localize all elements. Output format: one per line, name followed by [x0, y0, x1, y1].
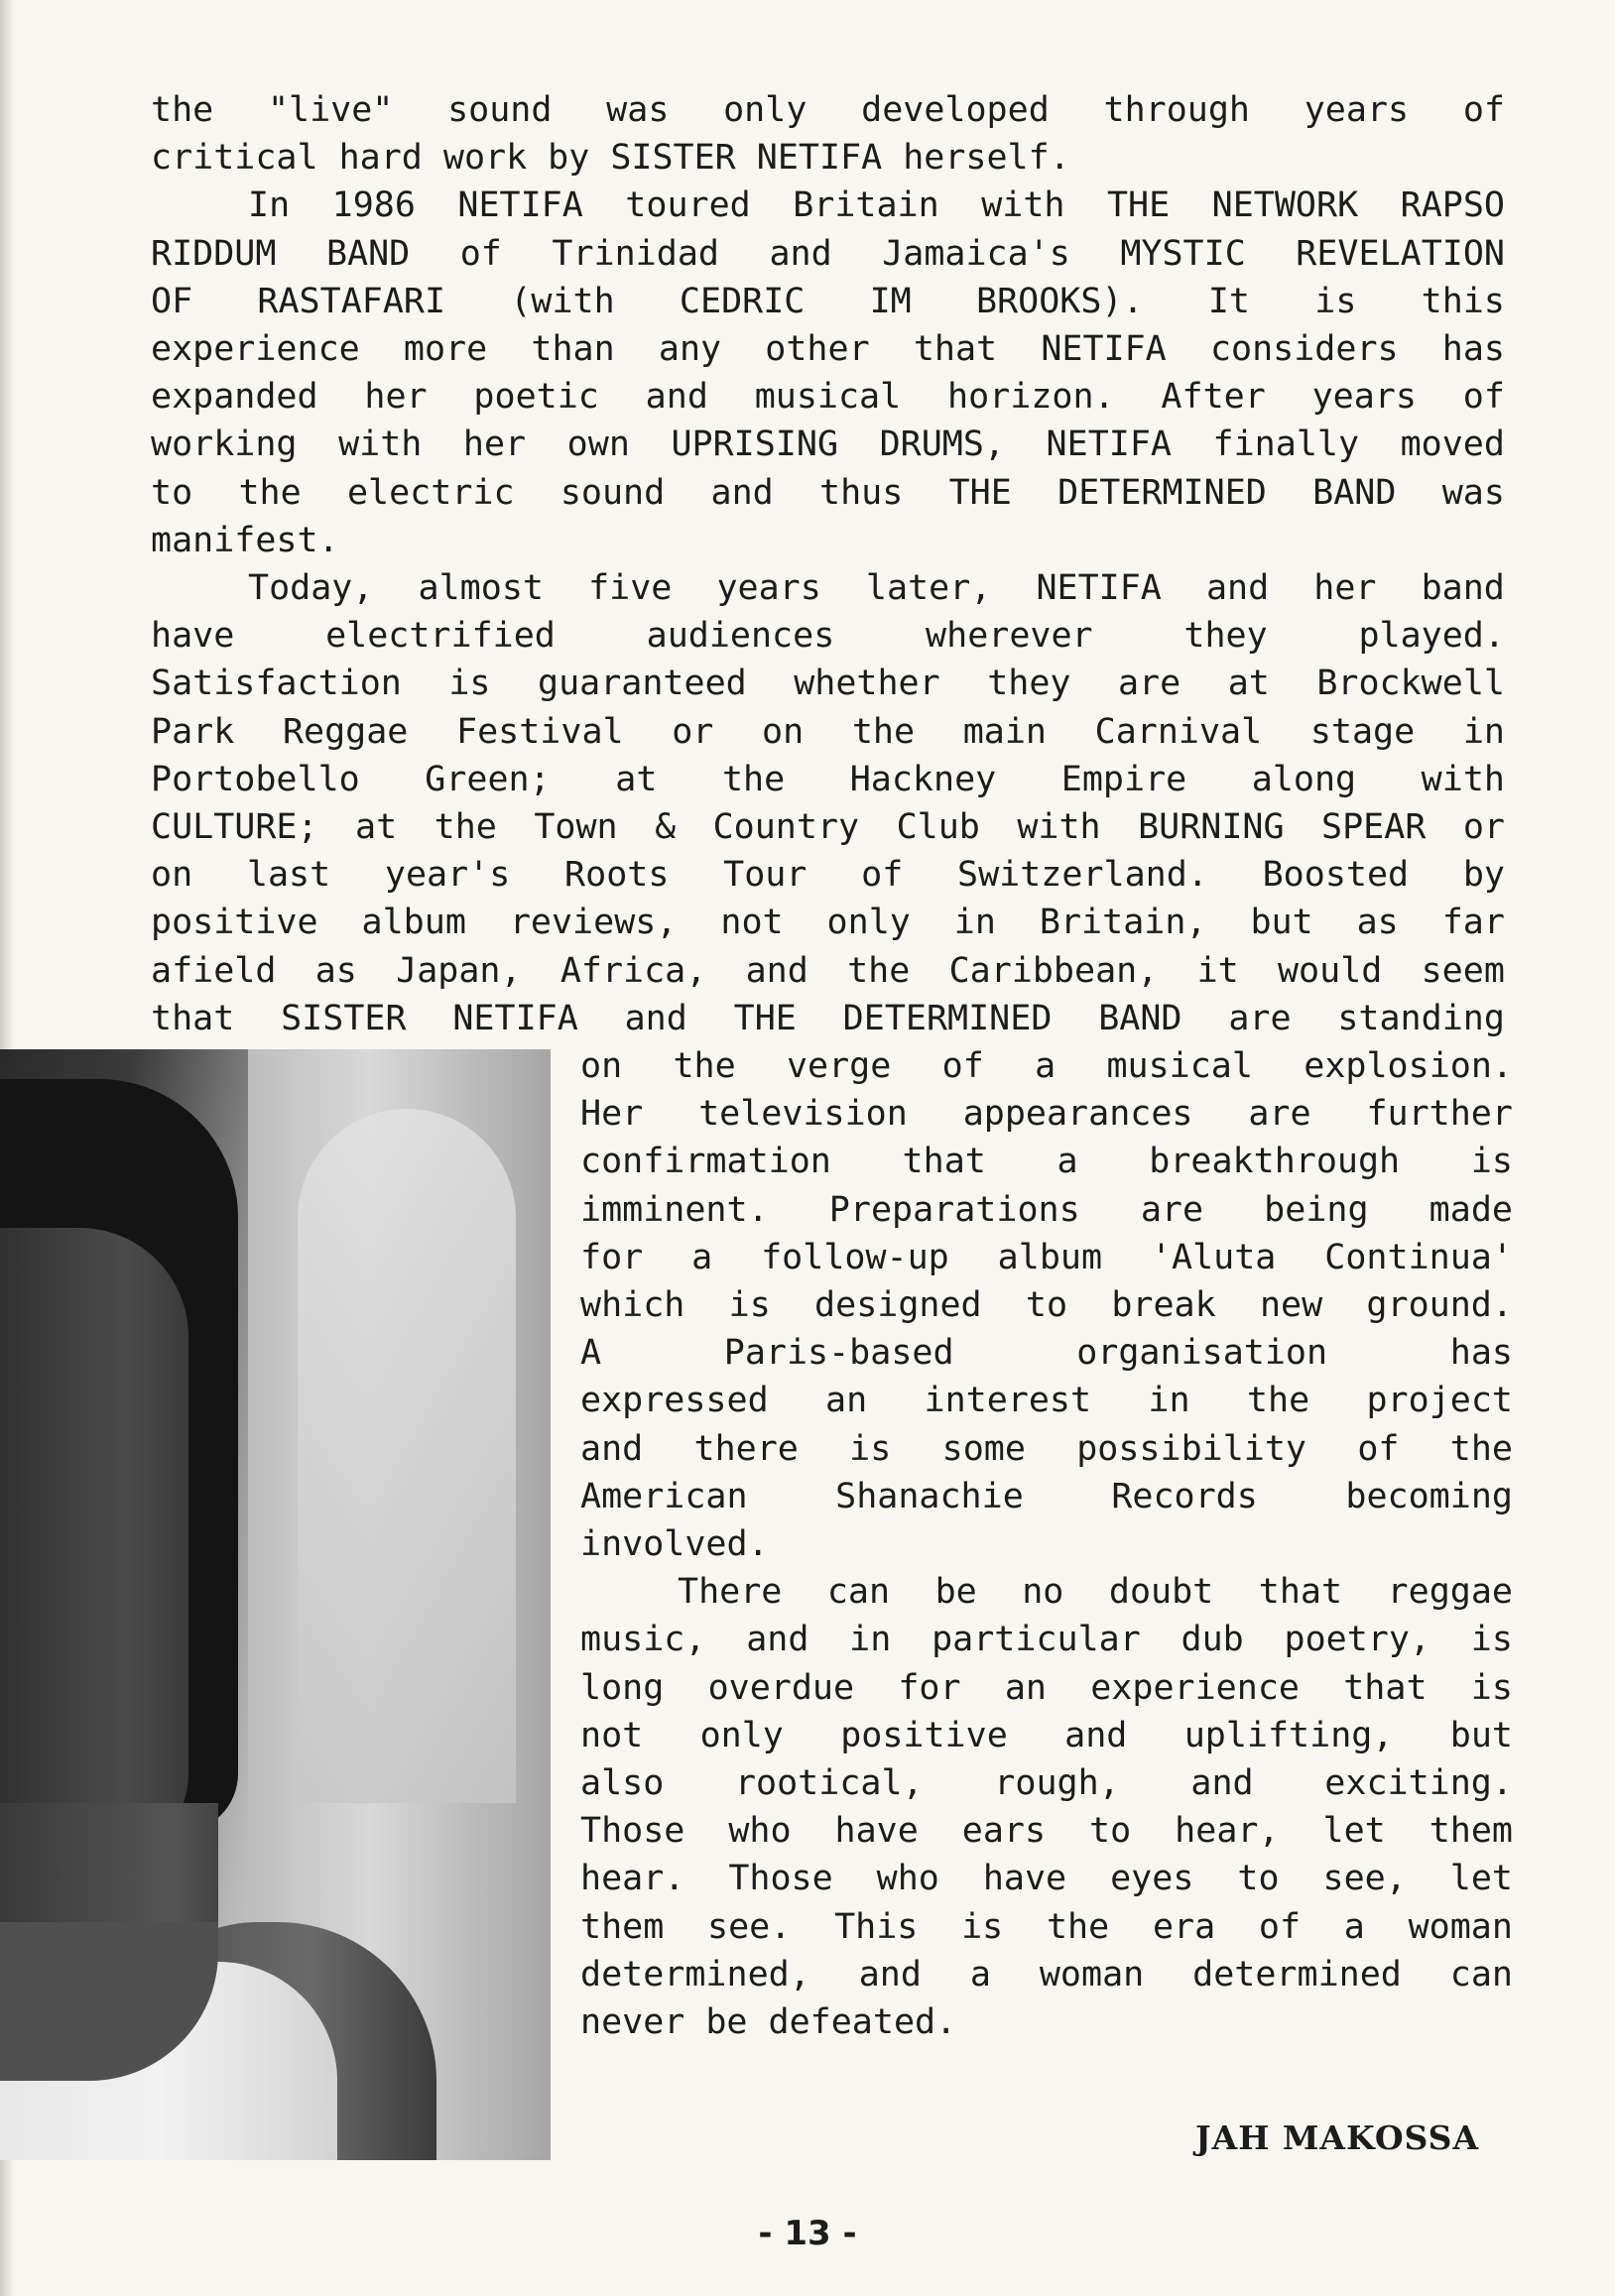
text-line: which is designed to break new ground. [580, 1285, 1513, 1325]
text-line: never be defeated. [580, 2002, 957, 2042]
portrait-photo [0, 1049, 551, 2160]
author-byline: JAH MAKOSSA [1195, 2118, 1480, 2157]
text-line: the "live" sound was only developed through years of [151, 90, 1505, 130]
text-line: involved. [580, 1524, 769, 1564]
text-line: expanded her poetic and musical horizon. After years of [151, 377, 1505, 417]
text-line: A Paris-based organisation has [580, 1333, 1513, 1373]
text-line: RIDDUM BAND of Trinidad and Jamaica's MYSTIC REVELATION [151, 234, 1505, 274]
text-line: In 1986 NETIFA toured Britain with THE NETWORK RAPSO [248, 185, 1505, 225]
text-line: on the verge of a musical explosion. [580, 1046, 1513, 1086]
text-line: Those who have ears to hear, let them [580, 1811, 1513, 1851]
text-line: not only positive and uplifting, but [580, 1716, 1513, 1755]
text-line: Today, almost five years later, NETIFA and her band [248, 568, 1505, 608]
text-line: and there is some possibility of the [580, 1429, 1513, 1469]
text-line: long overdue for an experience that is [580, 1668, 1513, 1708]
text-line: that SISTER NETIFA and THE DETERMINED BAND are standing [151, 999, 1505, 1038]
text-line: confirmation that a breakthrough is [580, 1142, 1513, 1181]
text-line: CULTURE; at the Town & Country Club with BURNING SPEAR or [151, 807, 1505, 847]
text-line: manifest. [151, 521, 339, 560]
text-line: Satisfaction is guaranteed whether they are at Brockwell [151, 664, 1505, 703]
text-line: have electrified audiences wherever they played. [151, 616, 1505, 656]
text-line: determined, and a woman determined can [580, 1955, 1513, 1994]
text-line: working with her own UPRISING DRUMS, NETIFA finally moved [151, 424, 1505, 464]
text-line: on last year's Roots Tour of Switzerland. Boosted by [151, 855, 1505, 895]
text-line: Her television appearances are further [580, 1094, 1513, 1134]
text-line: expressed an interest in the project [580, 1381, 1513, 1420]
text-line: critical hard work by SISTER NETIFA herself. [151, 138, 1070, 178]
text-line: hear. Those who have eyes to see, let [580, 1859, 1513, 1898]
text-line: There can be no doubt that reggae [678, 1572, 1513, 1612]
text-line: also rootical, rough, and exciting. [580, 1763, 1513, 1803]
text-line: for a follow-up album 'Aluta Continua' [580, 1238, 1513, 1277]
text-line: music, and in particular dub poetry, is [580, 1620, 1513, 1659]
text-line: OF RASTAFARI (with CEDRIC IM BROOKS). It is this [151, 282, 1505, 321]
text-line: them see. This is the era of a woman [580, 1907, 1513, 1947]
text-line: to the electric sound and thus THE DETERMINED BAND was [151, 473, 1505, 513]
text-line: positive album reviews, not only in Britain, but as far [151, 903, 1505, 942]
text-line: American Shanachie Records becoming [580, 1477, 1513, 1516]
text-line: Portobello Green; at the Hackney Empire along with [151, 760, 1505, 799]
text-line: experience more than any other that NETIFA considers has [151, 329, 1505, 369]
text-line: afield as Japan, Africa, and the Caribbean, it would seem [151, 951, 1505, 991]
text-line: imminent. Preparations are being made [580, 1190, 1513, 1230]
text-line: Park Reggae Festival or on the main Carnival stage in [151, 712, 1505, 752]
page-number: - 13 - [758, 2214, 857, 2253]
